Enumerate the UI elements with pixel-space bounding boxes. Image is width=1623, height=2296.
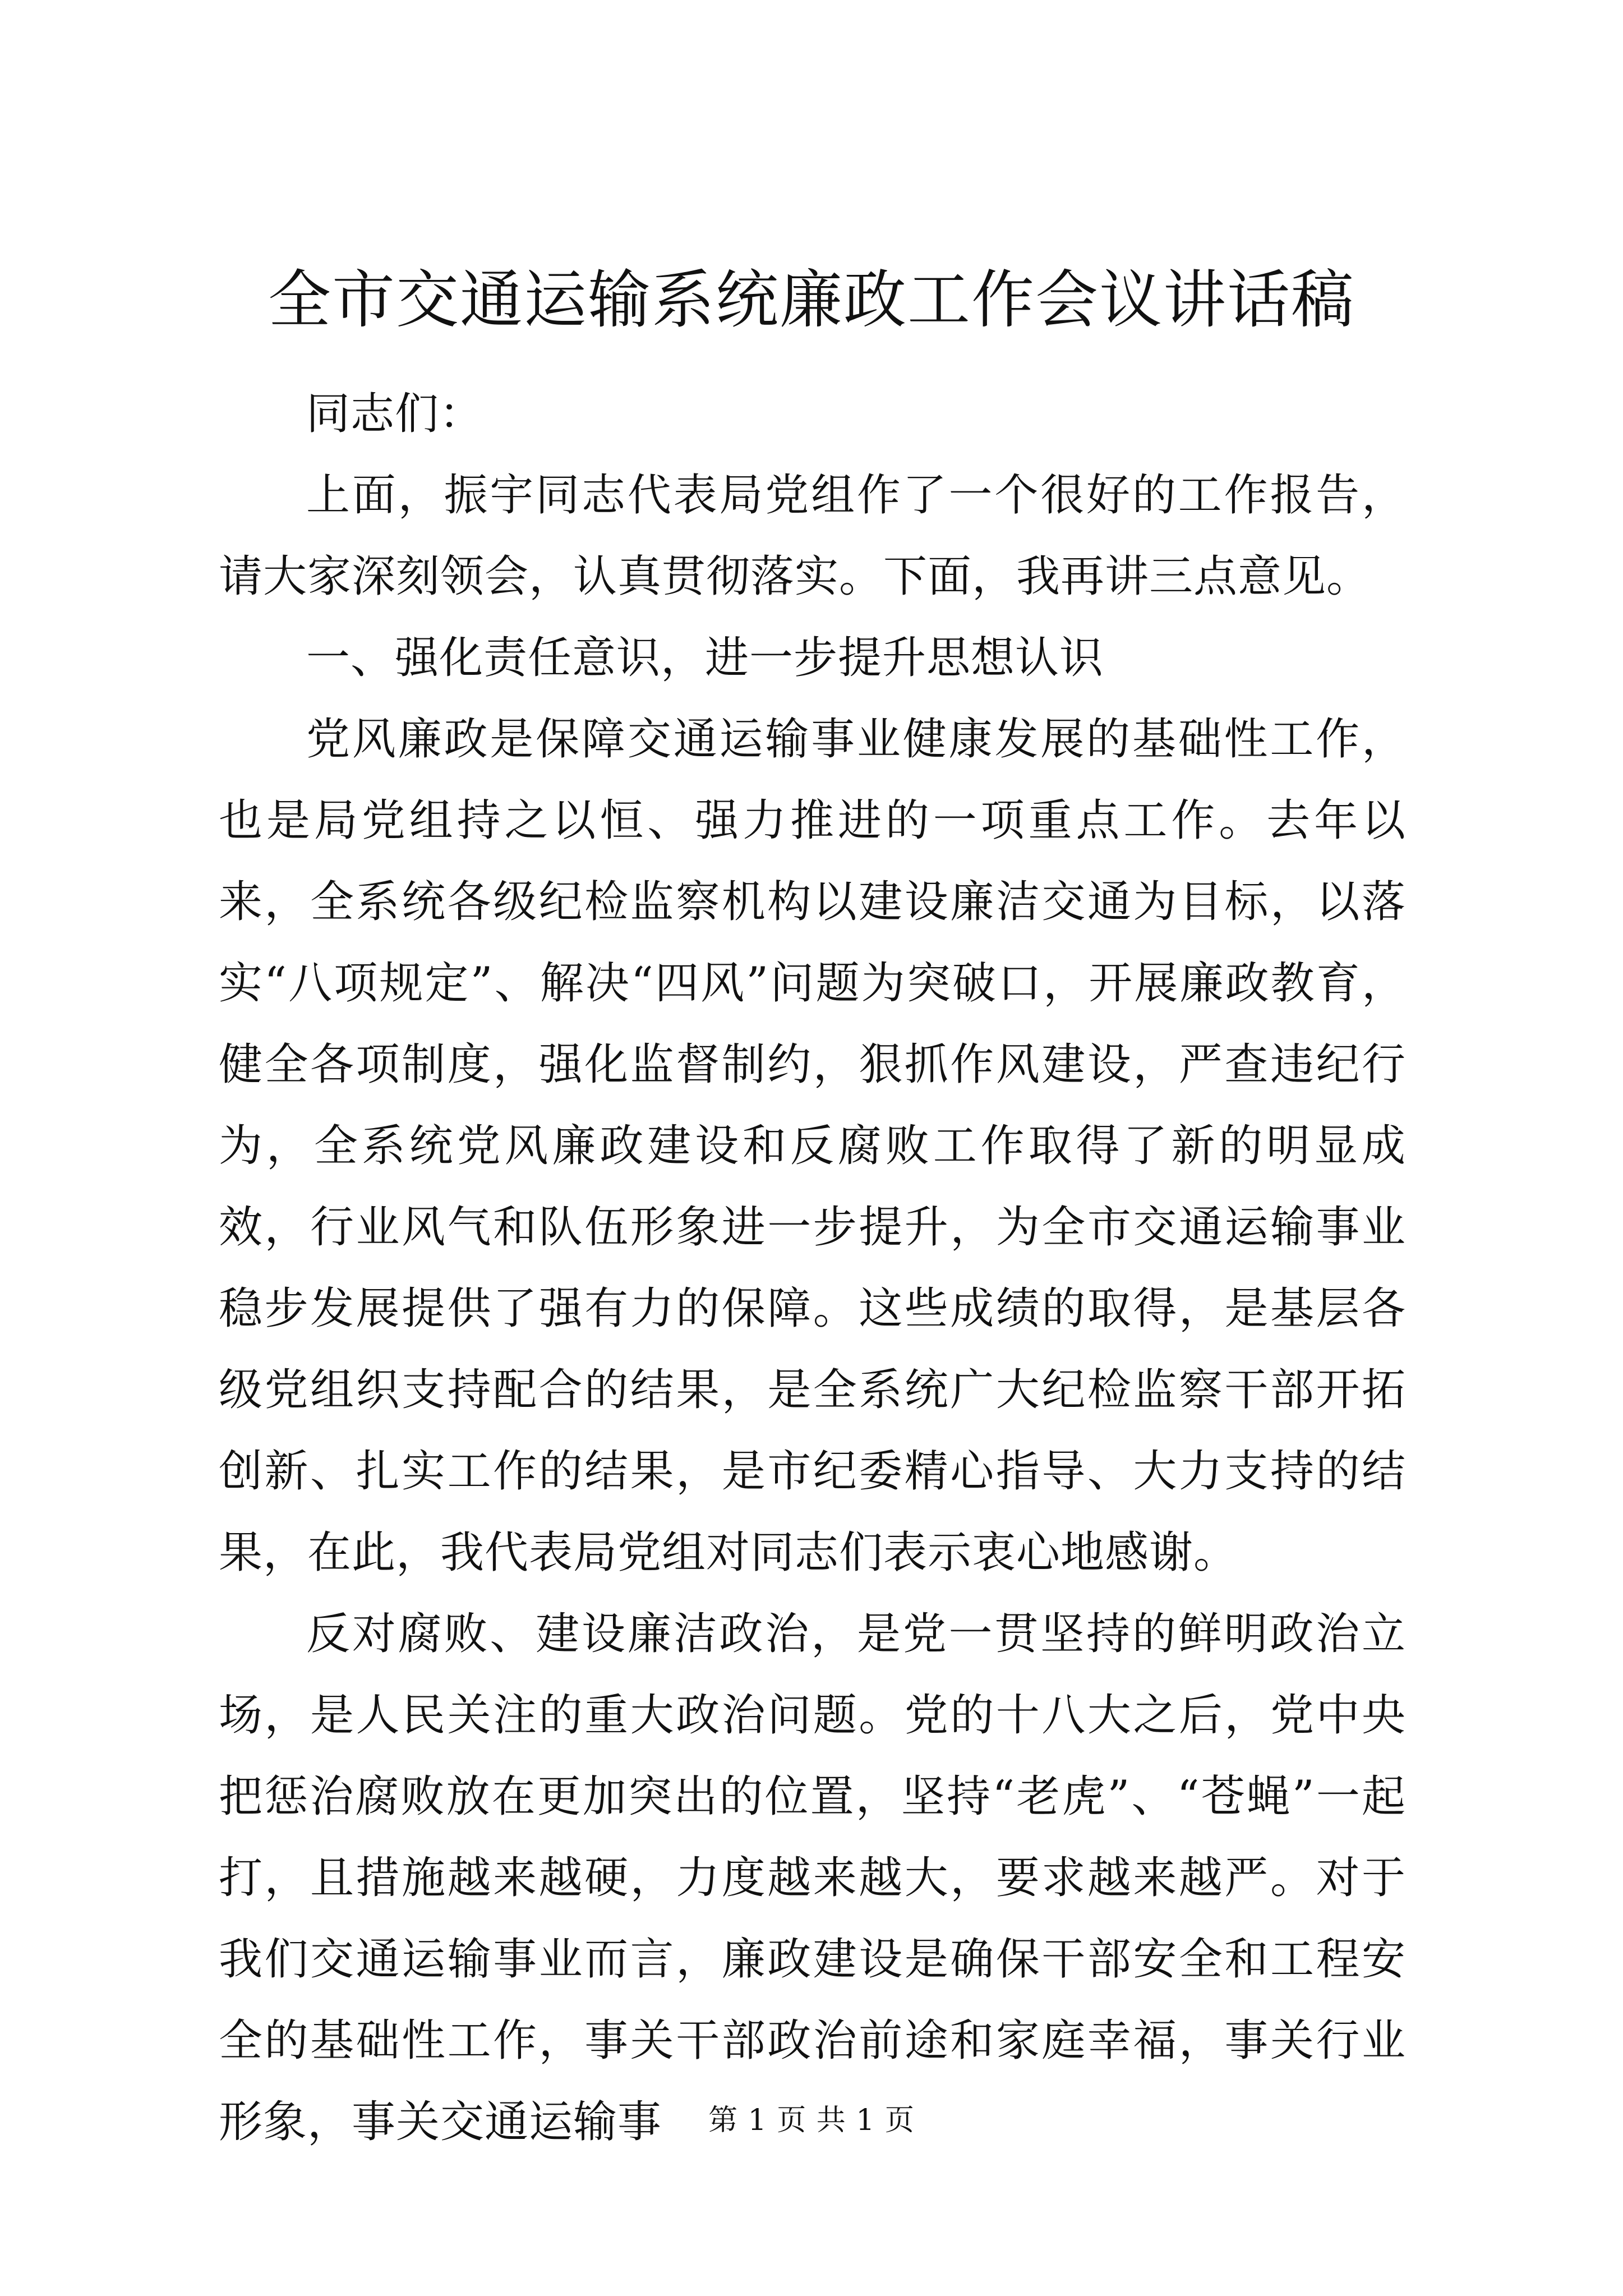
body-paragraph: 党风廉政是保障交通运输事业健康发展的基础性工作，也是局党组持之以恒、强力推进的一项重点工作。去年以来，全系统各级纪检监察机构以建设廉洁交通为目标，以落实“八项规定”、解决“四风”问题为突破口，开展廉政教育，健全各项制度，强化监督制约，狠抓作风建设，严查违纪行为，全系统党风廉政建设和反腐败工作取得了新的明显成效，行业风气和队伍形象进一步提升，为全市交通运输事业稳步发展提供了强有力的保障。这些成绩的取得，是基层各级党组织支持配合的结果，是全系统广大纪检监察干部开拓创新、扎实工作的结果，是市纪委精心指导、大力支持的结果，在此，我代表局党组对同志们表示衷心地感谢。: [219, 714, 1406, 1578]
body-paragraph: 反对腐败、建设廉洁政治，是党一贯坚持的鲜明政治立场，是人民关注的重大政治问题。党的十八大之后，党中央把惩治腐败放在更加突出的位置，坚持“老虎”、“苍蝇”一起打，且措施越来越硬，力度越来越大，要求越来越严。对于我们交通运输事业而言，廉政建设是确保干部安全和工程安全的基础性工作，事关干部政治前途和家庭幸福，事关行业形象，事关交通运输事: [219, 1609, 1406, 2147]
intro-paragraph: 上面，振宇同志代表局党组作了一个很好的工作报告，请大家深刻领会，认真贯彻落实。下面，我再讲三点意见。: [219, 470, 1406, 602]
document-title: 全市交通运输系统廉政工作会议讲话稿: [268, 264, 1355, 337]
document-body: [219, 374, 1406, 2163]
salutation-paragraph: 同志们：: [306, 389, 484, 439]
section-heading: 一、强化责任意识，进一步提升思想认识: [306, 633, 1104, 683]
page-footer: 第 1 页 共 1 页: [708, 2104, 915, 2137]
